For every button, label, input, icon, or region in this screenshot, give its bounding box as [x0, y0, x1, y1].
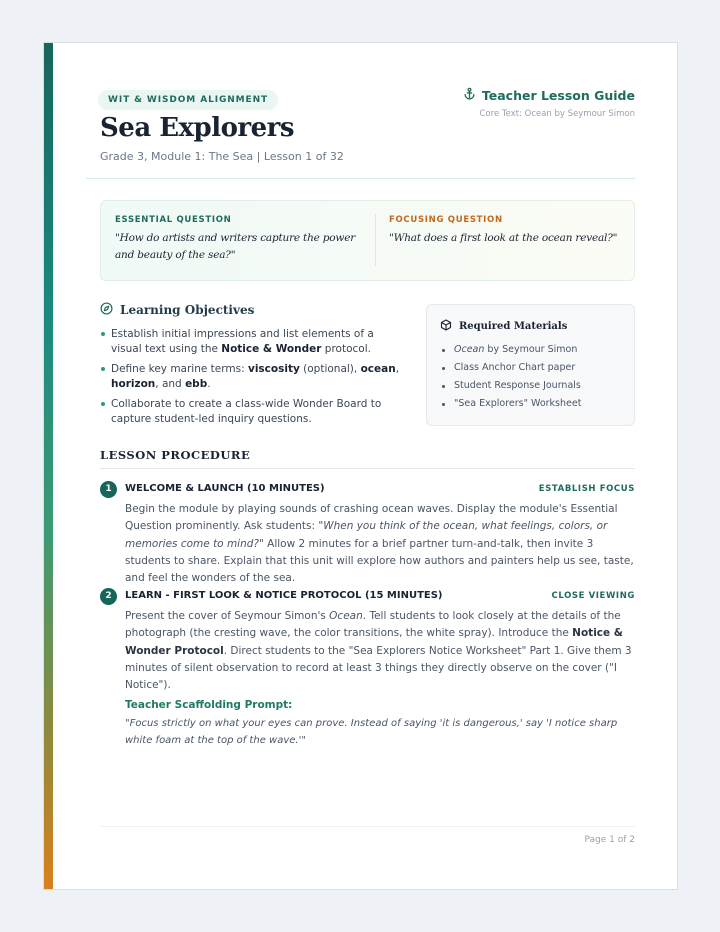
scaffold-text: "Focus strictly on what your eyes can prove. Instead of saying 'it is dangerous,' say 'I notice sharp white foam at the top of the wave.'": [125, 717, 618, 747]
material-item: Student Response Journals: [440, 377, 621, 395]
italic-text: "When you think of the ocean, what feelings, colors, or memories come to mind?": [125, 520, 608, 550]
emphasis-text: ebb: [185, 377, 208, 390]
objective-item: Collaborate to create a class-wide Wonder Board to capture student-led inquiry questions.: [100, 397, 400, 426]
lesson-page: [43, 42, 678, 890]
essential-question-text: "How do artists and writers capture the power and beauty of the sea?": [115, 232, 356, 261]
accent-bar: [44, 43, 53, 889]
procedure-heading: LESSON PROCEDURE: [100, 448, 251, 462]
learning-objectives: [100, 302, 400, 432]
emphasis-text: viscosity: [247, 363, 300, 375]
objectives-title: Learning Objectives: [120, 303, 255, 317]
step-number: 2: [100, 588, 117, 605]
focusing-question: [389, 215, 621, 247]
materials-heading: [440, 319, 621, 334]
question-divider: [375, 214, 376, 266]
step-tag: CLOSE VIEWING: [551, 591, 635, 601]
scaffold-label: Teacher Scaffolding Prompt:: [125, 699, 293, 712]
procedure-divider: [100, 468, 635, 469]
step-body: Begin the module by playing sounds of crashing ocean waves. Display the module's Essential Question prominently. Ask students: "When you think of the ocean, what feelings, colors, or memories come to mind?" Allow 2 minutes for a brief partner turn-and-talk, then invite 3 students to share. Explain that this unit will explore how authors and painters help us see, taste, and feel the wonders of the sea.: [125, 503, 634, 585]
alignment-badge: WIT & WISDOM ALIGNMENT: [98, 90, 278, 110]
materials-title: Required Materials: [459, 321, 568, 332]
page-content: [100, 43, 635, 889]
guide-text: Teacher Lesson Guide: [481, 87, 635, 103]
essential-question-label: ESSENTIAL QUESTION: [115, 215, 232, 225]
italic-text: Ocean: [454, 344, 485, 355]
anchor-icon: [463, 87, 476, 103]
objectives-heading: [100, 302, 400, 318]
material-item: "Sea Explorers" Worksheet: [440, 395, 621, 413]
page-subtitle: Grade 3, Module 1: The Sea | Lesson 1 of 32: [100, 150, 344, 163]
italic-text: Ocean: [329, 610, 363, 622]
essential-question: [115, 215, 365, 264]
emphasis-text: horizon: [111, 377, 156, 390]
step-heading: LEARN - FIRST LOOK & NOTICE PROTOCOL (15 MINUTES): [125, 590, 443, 601]
box-icon: [440, 319, 452, 334]
material-item: Class Anchor Chart paper: [440, 359, 621, 377]
page-number: Page 1 of 2: [584, 835, 635, 845]
materials-list: [440, 341, 621, 413]
required-materials: [426, 304, 635, 426]
objective-item: Establish initial impressions and list elements of a visual text using the Notice & Wonder protocol.: [100, 327, 400, 356]
emphasis-text: Notice & Wonder Protocol: [125, 627, 623, 657]
material-item: Ocean by Seymour Simon: [440, 341, 621, 359]
step-body-wrapper: [125, 608, 635, 749]
emphasis-text: ocean: [360, 363, 396, 375]
question-panel: [100, 200, 635, 281]
compass-icon: [100, 302, 113, 318]
focusing-question-text: "What does a first look at the ocean reveal?": [389, 232, 618, 244]
objective-item: Define key marine terms: viscosity (optional), ocean, horizon, and ebb.: [100, 362, 400, 391]
step-tag: ESTABLISH FOCUS: [538, 484, 635, 494]
focusing-question-label: FOCUSING QUESTION: [389, 215, 503, 225]
core-text: Core Text: Ocean by Seymour Simon: [479, 109, 635, 119]
step-body: Present the cover of Seymour Simon's Ocean. Tell students to look closely at the details of the photograph (the cresting wave, the color transitions, the white spray). Introduce the Notice & Wonder Protocol. Direct students to the "Sea Explorers Notice Worksheet" Part 1. Give them 3 minutes of silent observation to record at least 3 things they directly observe on the cover ("I Notice").: [125, 610, 632, 692]
emphasis-text: Notice & Wonder: [221, 342, 322, 355]
teacher-guide-label: [463, 87, 635, 103]
page-title: Sea Explorers: [100, 113, 295, 143]
step-heading: WELCOME & LAUNCH (10 MINUTES): [125, 483, 325, 494]
step-number: 1: [100, 481, 117, 498]
objectives-list: [100, 327, 400, 426]
header-divider: [86, 178, 635, 179]
footer-divider: [100, 826, 635, 827]
